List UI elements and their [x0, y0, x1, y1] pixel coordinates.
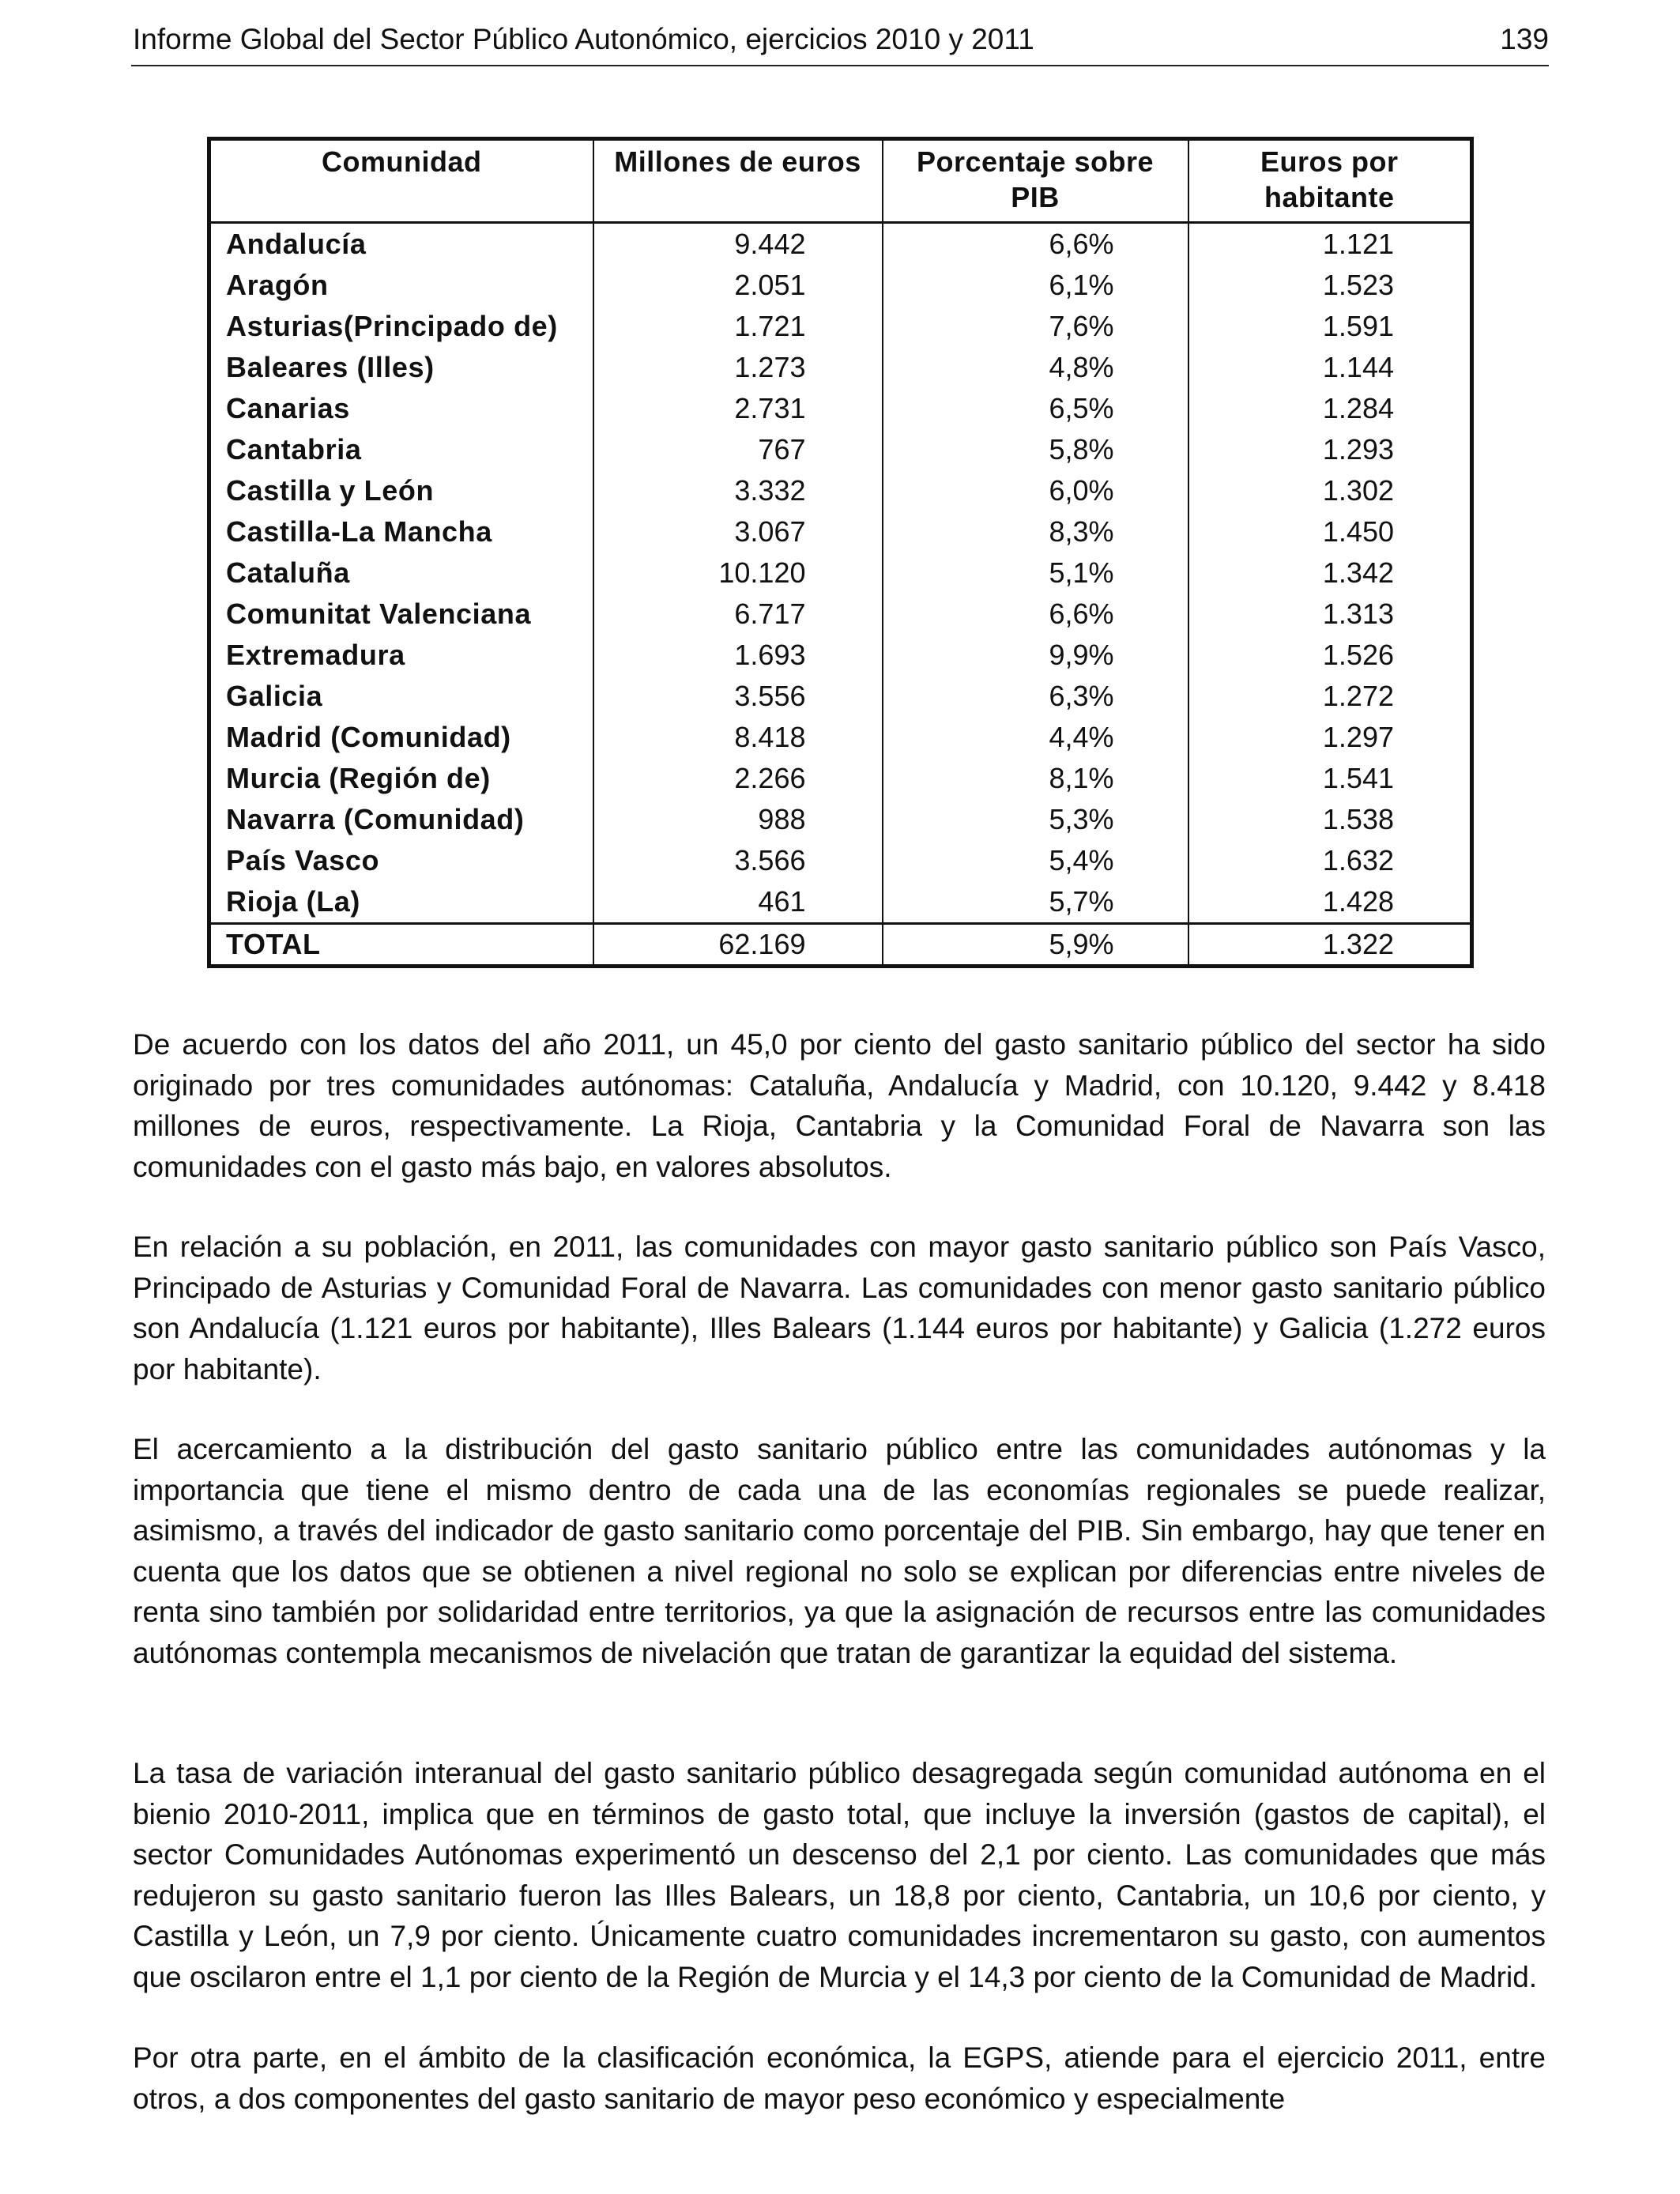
cell-euros-habitante: 1.632: [1188, 840, 1472, 881]
cell-euros-habitante: 1.591: [1188, 306, 1472, 347]
body-paragraph-1: De acuerdo con los datos del año 2011, un 45,0 por ciento del gasto sanitario público del sector ha sido originado por tres comunidades autónomas: Cataluña, Andalucía y Madrid, con 10.120, 9.442 y 8.418 millones de euros, respectivamente. La Rioja, Cantabria y la Comunidad Foral de Navarra son las comunidades con el gasto más bajo, en valores absolutos.: [133, 1028, 1546, 1183]
cell-total-millones: 62.169: [593, 924, 883, 967]
column-header-euros-habitante: Euros por habitante: [1188, 139, 1472, 223]
cell-porcentaje: 5,7%: [883, 881, 1188, 924]
table-header: [209, 139, 1472, 223]
cell-millones: 767: [593, 429, 883, 470]
cell-euros-habitante: 1.450: [1188, 511, 1472, 552]
table-row: [209, 306, 1472, 347]
cell-euros-habitante: 1.293: [1188, 429, 1472, 470]
cell-euros-habitante: 1.541: [1188, 758, 1472, 799]
cell-porcentaje: 5,8%: [883, 429, 1188, 470]
table-header-row: [209, 139, 1472, 223]
health-spending-table: [207, 137, 1474, 968]
cell-comunidad: Castilla y León: [226, 474, 435, 507]
cell-porcentaje: 5,3%: [883, 799, 1188, 840]
cell-comunidad: Murcia (Región de): [226, 762, 491, 794]
table-row: [209, 265, 1472, 306]
body-paragraph-4: La tasa de variación interanual del gasto sanitario público desagregada según comunidad autónoma en el bienio 2010-2011, implica que en términos de gasto total, que incluye la inversión (gastos de capital), el sector Comunidades Autónomas experimentó un descenso del 2,1 por ciento. Las comunidades que más redujeron su gasto sanitario fueron las Illes Balears, un 18,8 por ciento, Cantabria, un 10,6 por ciento, y Castilla y León, un 7,9 por ciento. Únicamente cuatro comunidades incrementaron su gasto, con aumentos que oscilaron entre el 1,1 por ciento de la Región de Murcia y el 14,3 por ciento de la Comunidad de Madrid.: [133, 1757, 1546, 1993]
cell-porcentaje: 5,1%: [883, 552, 1188, 594]
cell-euros-habitante: 1.297: [1188, 717, 1472, 758]
table-row: [209, 758, 1472, 799]
cell-porcentaje: 8,3%: [883, 511, 1188, 552]
cell-millones: 2.731: [593, 388, 883, 429]
cell-porcentaje: 4,8%: [883, 347, 1188, 388]
cell-porcentaje: 6,0%: [883, 470, 1188, 511]
cell-comunidad: Galicia: [226, 680, 323, 712]
cell-millones: 461: [593, 881, 883, 924]
cell-euros-habitante: 1.538: [1188, 799, 1472, 840]
cell-comunidad: Extremadura: [226, 639, 405, 671]
cell-total-euros-habitante: 1.322: [1188, 924, 1472, 967]
cell-porcentaje: 9,9%: [883, 635, 1188, 676]
cell-porcentaje: 8,1%: [883, 758, 1188, 799]
table-body: [209, 223, 1472, 967]
cell-millones: 2.051: [593, 265, 883, 306]
cell-porcentaje: 5,4%: [883, 840, 1188, 881]
page-number: 139: [1500, 23, 1549, 55]
table-row: [209, 347, 1472, 388]
cell-millones: 1.693: [593, 635, 883, 676]
cell-comunidad: Aragón: [226, 269, 329, 301]
cell-comunidad: Madrid (Comunidad): [226, 721, 511, 753]
cell-comunidad: Baleares (Illes): [226, 351, 435, 383]
cell-euros-habitante: 1.284: [1188, 388, 1472, 429]
table-total-row: [209, 924, 1472, 967]
cell-millones: 3.332: [593, 470, 883, 511]
cell-porcentaje: 4,4%: [883, 717, 1188, 758]
cell-millones: 2.266: [593, 758, 883, 799]
cell-millones: 6.717: [593, 594, 883, 635]
cell-millones: 988: [593, 799, 883, 840]
cell-millones: 1.273: [593, 347, 883, 388]
table-row: [209, 511, 1472, 552]
body-paragraph-3: El acercamiento a la distribución del gasto sanitario público entre las comunidades autónomas y la importancia que tiene el mismo dentro de cada una de las economías regionales se puede realizar, asimismo, a través del indicador de gasto sanitario como porcentaje del PIB. Sin embargo, hay que tener en cuenta que los datos que se obtienen a nivel regional no solo se explican por diferencias entre niveles de renta sino también por solidaridad entre territorios, ya que la asignación de recursos entre las comunidades autónomas contempla mecanismos de nivelación que tratan de garantizar la equidad del sistema.: [133, 1433, 1546, 1669]
column-header-millones: Millones de euros: [593, 139, 883, 223]
cell-euros-habitante: 1.121: [1188, 223, 1472, 266]
cell-porcentaje: 7,6%: [883, 306, 1188, 347]
cell-millones: 1.721: [593, 306, 883, 347]
cell-millones: 3.556: [593, 676, 883, 717]
cell-comunidad: Cantabria: [226, 433, 362, 466]
cell-porcentaje: 6,1%: [883, 265, 1188, 306]
page-header: [131, 21, 1549, 66]
table-row: [209, 429, 1472, 470]
table-row: [209, 799, 1472, 840]
cell-porcentaje: 6,6%: [883, 594, 1188, 635]
cell-euros-habitante: 1.342: [1188, 552, 1472, 594]
cell-porcentaje: 6,3%: [883, 676, 1188, 717]
header-title: Informe Global del Sector Público Autonómico, ejercicios 2010 y 2011: [133, 23, 1034, 55]
table-row: [209, 388, 1472, 429]
table-row: [209, 552, 1472, 594]
cell-euros-habitante: 1.526: [1188, 635, 1472, 676]
body-paragraph-2: En relación a su población, en 2011, las comunidades con mayor gasto sanitario público son País Vasco, Principado de Asturias y Comunidad Foral de Navarra. Las comunidades con menor gasto sanitario público son Andalucía (1.121 euros por habitante), Illes Balears (1.144 euros por habitante) y Galicia (1.272 euros por habitante).: [133, 1231, 1546, 1385]
cell-total-label: TOTAL: [209, 924, 593, 967]
cell-euros-habitante: 1.144: [1188, 347, 1472, 388]
column-header-comunidad: Comunidad: [209, 139, 593, 223]
cell-comunidad: País Vasco: [226, 844, 380, 876]
table-row: [209, 594, 1472, 635]
cell-millones: 9.442: [593, 223, 883, 266]
cell-millones: 3.067: [593, 511, 883, 552]
cell-comunidad: Canarias: [226, 392, 350, 424]
cell-total-porcentaje: 5,9%: [883, 924, 1188, 967]
cell-millones: 3.566: [593, 840, 883, 881]
table-row: [209, 881, 1472, 924]
cell-comunidad: Cataluña: [226, 556, 350, 589]
cell-comunidad: Andalucía: [226, 228, 367, 260]
cell-porcentaje: 6,5%: [883, 388, 1188, 429]
table-row: [209, 717, 1472, 758]
cell-porcentaje: 6,6%: [883, 223, 1188, 266]
cell-euros-habitante: 1.313: [1188, 594, 1472, 635]
table-row: [209, 635, 1472, 676]
table-row: [209, 840, 1472, 881]
cell-euros-habitante: 1.272: [1188, 676, 1472, 717]
column-header-porcentaje: Porcentaje sobre PIB: [883, 139, 1188, 223]
cell-comunidad: Asturias(Principado de): [226, 310, 558, 342]
cell-euros-habitante: 1.428: [1188, 881, 1472, 924]
cell-millones: 10.120: [593, 552, 883, 594]
cell-millones: 8.418: [593, 717, 883, 758]
cell-comunidad: Navarra (Comunidad): [226, 803, 525, 835]
cell-euros-habitante: 1.302: [1188, 470, 1472, 511]
cell-comunidad: Comunitat Valenciana: [226, 598, 532, 630]
table-row: [209, 223, 1472, 266]
table-row: [209, 676, 1472, 717]
body-paragraph-5: Por otra parte, en el ámbito de la clasificación económica, la EGPS, atiende para el ejercicio 2011, entre otros, a dos componentes del gasto sanitario de mayor peso económico y especialmente: [133, 2041, 1546, 2115]
cell-euros-habitante: 1.523: [1188, 265, 1472, 306]
cell-comunidad: Castilla-La Mancha: [226, 515, 492, 548]
table-row: [209, 470, 1472, 511]
cell-comunidad: Rioja (La): [226, 885, 361, 918]
